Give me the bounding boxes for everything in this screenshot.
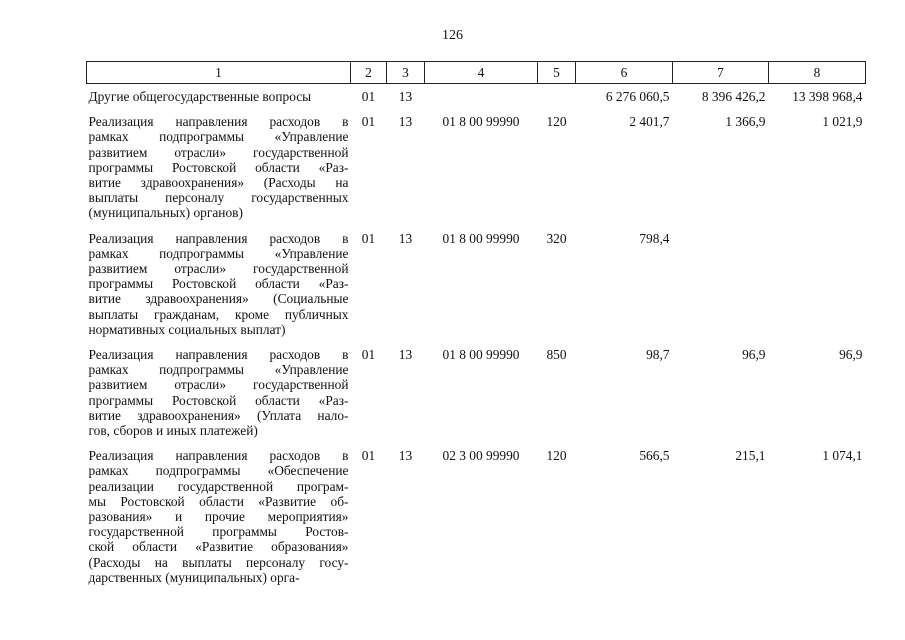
column-header: 7 (673, 62, 769, 84)
amount-col-8: 13 398 968,4 (792, 89, 863, 104)
table-row (87, 231, 866, 347)
amount-col-8 (769, 231, 866, 347)
target-article-code: 01 8 00 99990 (442, 347, 520, 363)
target-article-code: 02 3 00 99990 (442, 448, 520, 464)
amount-col-8: 1 074,1 (822, 448, 863, 464)
subsection-code: 13 (398, 230, 413, 246)
description-line: нормативных социальных выплат) (88, 321, 286, 337)
description-line: (Расходы на выплаты персоналу госу- (88, 554, 349, 570)
description-line: рамках подпрограммы «Обеспечение (88, 463, 349, 479)
section-code: 01 (361, 114, 376, 130)
description-line: государственной программы Ростов- (88, 524, 349, 540)
description-line: программы Ростовской области «Раз- (88, 392, 349, 408)
description-line: Реализация направления расходов в (88, 230, 349, 246)
amount-col-6: 798,4 (639, 230, 670, 246)
column-header: 1 (87, 62, 351, 84)
amount-col-7: 1 366,9 (725, 114, 766, 130)
description-line: ской области «Развитие образования» (88, 539, 349, 555)
table-row (87, 448, 866, 595)
column-header: 6 (576, 62, 673, 84)
description-line: развитием отрасли» государственной (88, 261, 349, 277)
description-line: витие здравоохранения» (Социальные (88, 291, 349, 307)
section-code: 01 (361, 347, 376, 363)
amount-col-6: 2 401,7 (629, 114, 670, 130)
description-line: выплаты персоналу государственных (88, 190, 349, 206)
section-code: 01 (361, 230, 376, 246)
column-header: 3 (387, 62, 425, 84)
column-header: 2 (351, 62, 387, 84)
expense-type-code: 850 (546, 347, 567, 363)
section-code: 01 (361, 89, 376, 104)
description-line: программы Ростовской области «Раз- (88, 276, 349, 292)
table-row (87, 347, 866, 448)
description-line: программы Ростовской области «Раз- (88, 159, 349, 175)
target-article-code: 01 8 00 99990 (442, 230, 520, 246)
page-number: 126 (442, 28, 463, 43)
budget-table (86, 61, 866, 595)
table-row (87, 84, 866, 115)
target-article-code: 01 8 00 99990 (442, 114, 520, 130)
description-line: мы Ростовской области «Развитие об- (88, 493, 349, 509)
description-line: витие здравоохранения» (Расходы на (88, 175, 349, 191)
amount-col-7 (673, 231, 769, 347)
amount-col-6: 566,5 (639, 448, 670, 464)
row-description (87, 114, 351, 230)
expense-type-code (538, 84, 576, 115)
description-line: гов, сборов и иных платежей) (88, 423, 258, 439)
amount-col-7: 96,9 (742, 347, 766, 363)
description-line: Другие общегосударственные вопросы (88, 89, 312, 104)
subsection-code: 13 (398, 347, 413, 363)
description-line: Реализация направления расходов в (88, 448, 349, 464)
description-line: витие здравоохранения» (Уплата нало- (88, 407, 349, 423)
description-line: рамках подпрограммы «Управление (88, 362, 349, 378)
expense-type-code: 120 (546, 114, 567, 130)
amount-col-7: 215,1 (735, 448, 766, 464)
amount-col-7: 8 396 426,2 (701, 89, 766, 104)
section-code: 01 (361, 448, 376, 464)
row-description (87, 84, 351, 115)
table-body (87, 84, 866, 596)
row-description (87, 448, 351, 595)
row-description (87, 347, 351, 448)
table-header-row (87, 62, 866, 84)
description-line: (муниципальных) органов) (88, 205, 243, 221)
description-line: реализации государственной програм- (88, 478, 349, 494)
description-line: Реализация направления расходов в (88, 347, 349, 363)
description-line: дарственных (муниципальных) орга- (88, 569, 300, 585)
row-description (87, 231, 351, 347)
column-header: 8 (769, 62, 866, 84)
description-line: выплаты гражданам, кроме публичных (88, 306, 349, 322)
column-header: 5 (538, 62, 576, 84)
expense-type-code: 120 (546, 448, 567, 464)
amount-col-6: 6 276 060,5 (605, 89, 670, 104)
description-line: рамках подпрограммы «Управление (88, 245, 349, 261)
description-line: развитием отрасли» государственной (88, 144, 349, 160)
table-row (87, 114, 866, 230)
description-line: Реализация направления расходов в (88, 114, 349, 130)
amount-col-8: 1 021,9 (822, 114, 863, 130)
subsection-code: 13 (398, 448, 413, 464)
subsection-code: 13 (398, 114, 413, 130)
description-line: развитием отрасли» государственной (88, 377, 349, 393)
amount-col-8: 96,9 (839, 347, 863, 363)
description-line: рамках подпрограммы «Управление (88, 129, 349, 145)
description-line: разования» и прочие мероприятия» (88, 509, 349, 525)
column-header: 4 (425, 62, 538, 84)
amount-col-6: 98,7 (646, 347, 670, 363)
target-article-code (425, 84, 538, 115)
expense-type-code: 320 (546, 230, 567, 246)
subsection-code: 13 (398, 89, 413, 104)
